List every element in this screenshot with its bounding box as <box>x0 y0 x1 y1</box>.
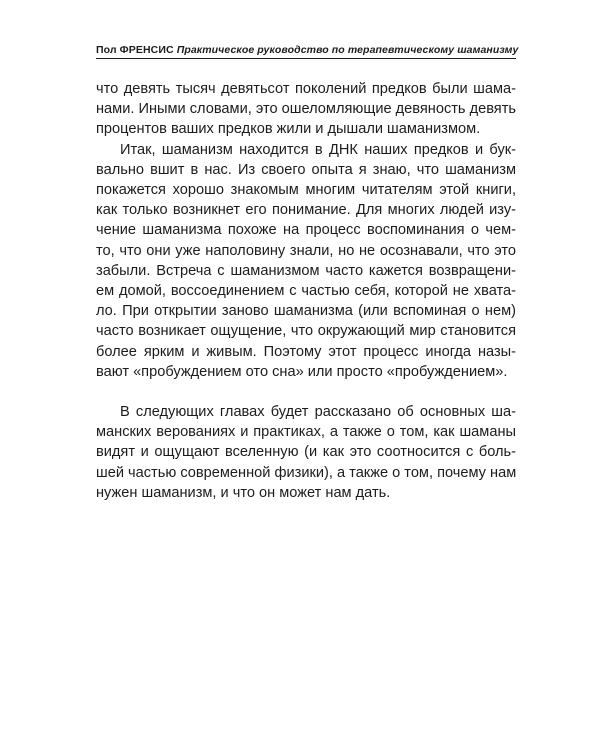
text-line: нужен шаманизм, и что он может нам дать. <box>96 484 391 501</box>
text-line: ло. При открытии заново шаманизма (или вспоминая о нем) <box>96 303 516 320</box>
paragraph <box>96 79 516 140</box>
text-line: манских верованиях и практиках, а также о том, как шаманы <box>96 424 516 441</box>
text-line: видят и ощущают вселенную (и как это соотносится с боль- <box>96 444 516 461</box>
text-line: процентов ваших предков жили и дышали шаманизмом. <box>96 121 481 138</box>
running-header <box>96 44 519 56</box>
text-line: покажется хорошо знакомым многим читателям этой книги, <box>96 182 516 199</box>
header-rule <box>96 58 516 59</box>
paragraph <box>96 402 516 503</box>
text-line: чение шаманизма похоже на процесс воспоминания о чем- <box>96 222 516 239</box>
text-line: что девять тысяч девятьсот поколений предков были шама- <box>96 81 516 97</box>
text-line: Итак, шаманизм находится в ДНК наших предков и бук- <box>120 141 516 158</box>
text-line: как только возникнет его понимание. Для многих людей изу- <box>96 202 516 219</box>
text-line: часто возникает ощущение, что окружающий мир становится <box>96 323 516 340</box>
text-line: шей частью современной физики), а также о том, почему нам <box>96 464 517 481</box>
text-line: забыли. Встреча с шаманизмом часто кажется возвращени- <box>96 262 516 279</box>
body-text <box>96 79 516 503</box>
text-line: вают «пробуждением ото сна» или просто «пробуждением». <box>96 363 508 380</box>
paragraph <box>96 140 516 382</box>
text-line: нами. Иными словами, это ошеломляющие девяность девять <box>96 101 516 118</box>
header-book-title: Практическое руководство по терапевтическому шаманизму <box>176 44 519 56</box>
text-line: более ярким и живым. Поэтому этот процесс иногда назы- <box>96 343 516 360</box>
text-line: ем домой, воссоединением с частью себя, которой не хвата- <box>96 283 516 300</box>
text-line: вально вшит в нас. Из своего опыта я знаю, что шаманизм <box>96 161 516 178</box>
text-line: то, что они уже наполовину знали, но не осознавали, что это <box>96 242 516 259</box>
header-author: Пол ФРЕНСИС <box>96 44 174 56</box>
text-line: В следующих главах будет рассказано об основных ша- <box>120 404 516 421</box>
